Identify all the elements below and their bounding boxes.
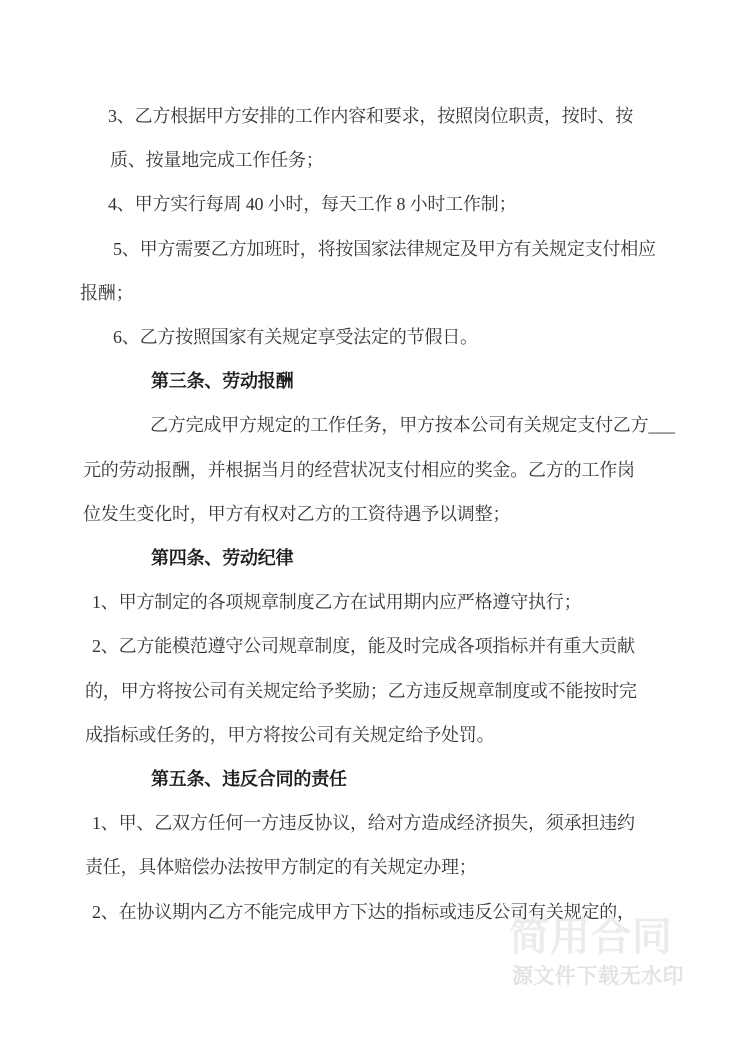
text-line: 2、在协议期内乙方不能完成甲方下达的指标或违反公司有关规定的， [92, 901, 635, 922]
text-line: 乙方完成甲方规定的工作任务，甲方按本公司有关规定支付乙方___ [150, 415, 675, 436]
text-line: 2、乙方能模范遵守公司规章制度，能及时完成各项指标并有重大贡献 [92, 636, 635, 657]
text-line: 成指标或任务的，甲方将按公司有关规定给予处罚。 [85, 724, 495, 745]
text-line: 1、甲、乙双方任何一方违反协议，给对方造成经济损失，须承担违约 [92, 813, 635, 834]
text-line: 责任，具体赔偿办法按甲方制定的有关规定办理； [85, 857, 477, 878]
text-line: 的，甲方将按公司有关规定给予奖励；乙方违反规章制度或不能按时完 [85, 680, 637, 701]
section-heading: 第三条、劳动报酬 [151, 371, 294, 392]
text-line: 4、甲方实行每周 40 小时，每天工作 8 小时工作制； [108, 194, 517, 215]
text-line: 质、按量地完成工作任务； [110, 150, 324, 171]
text-line: 位发生变化时，甲方有权对乙方的工资待遇予以调整； [83, 503, 511, 524]
text-line: 5、甲方需要乙方加班时，将按国家法律规定及甲方有关规定支付相应 [113, 238, 656, 259]
section-heading: 第五条、违反合同的责任 [151, 769, 347, 789]
text-line: 3、乙方根据甲方安排的工作内容和要求，按照岗位职责，按时、按 [108, 106, 633, 126]
text-line: 6、乙方按照国家有关规定享受法定的节假日。 [113, 327, 478, 347]
text-line: 1、甲方制定的各项规章制度乙方在试用期内应严格遵守执行； [92, 592, 582, 613]
text-line: 元的劳动报酬，并根据当月的经营状况支付相应的奖金。乙方的工作岗 [83, 459, 635, 480]
text-line: 报酬； [80, 282, 134, 303]
watermark-subtitle: 源文件下载无水印 [512, 965, 684, 988]
watermark-title: 简用合同 [509, 915, 673, 959]
section-heading: 第四条、劳动纪律 [151, 548, 294, 568]
